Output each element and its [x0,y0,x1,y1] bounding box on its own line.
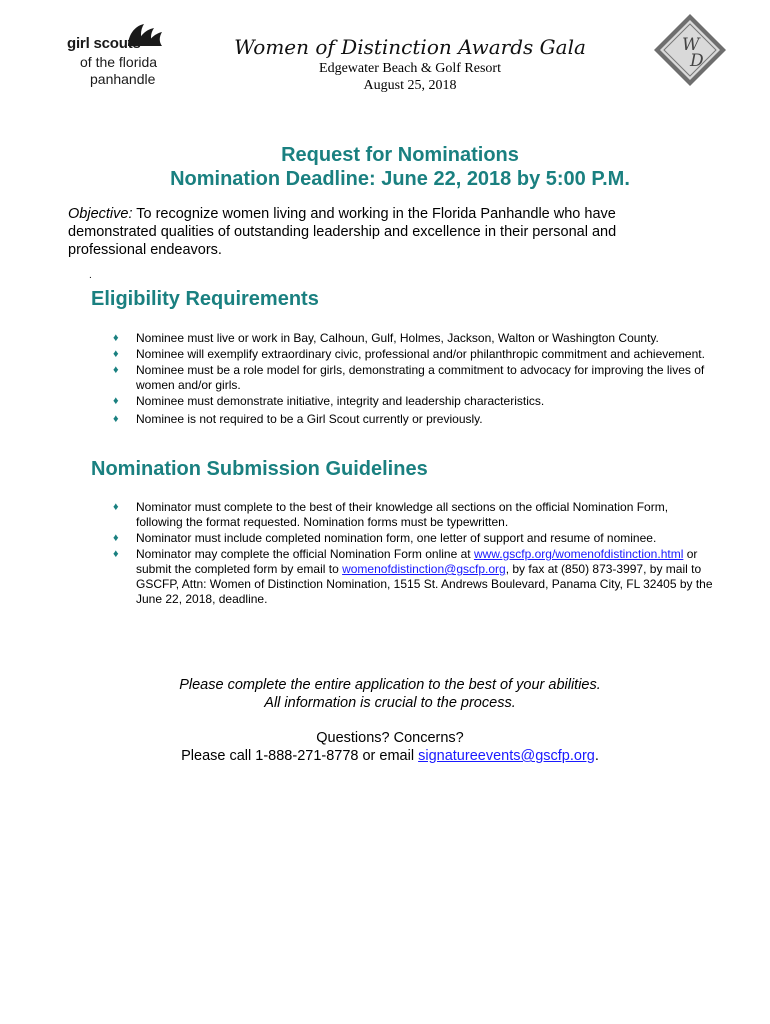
contact-block [60,729,720,765]
diamond-bullet-icon: ♦ [113,413,119,425]
list-item [113,547,713,607]
list-item-text: Nominee is not required to be a Girl Scout currently or previously. [136,412,483,426]
stray-mark: . [89,270,92,281]
gala-title: Women of Distinction Awards Gala [234,35,586,59]
contact-line [60,747,720,765]
list-item-text: , by fax at (850) 873-3997, by mail to GSCFP, Attn: Women of Distinction Nomination, 1515 St. Andrews Boulevard, Panama City, FL 32405 by the June 22, 2018, deadline. [136,562,713,606]
diamond-bullet-icon: ♦ [113,332,119,344]
list-item-text: Nominee must live or work in Bay, Calhoun, Gulf, Holmes, Jackson, Walton or Washington County. [136,331,659,345]
questions-line: Questions? Concerns? [316,730,464,746]
emblem-letter-d: D [690,51,704,71]
logo-line-3: panhandle [90,71,156,87]
logo-line-1: girl scouts [67,35,141,52]
diamond-bullet-icon: ♦ [113,348,119,360]
diamond-bullet-icon: ♦ [113,364,119,376]
nomination-deadline: Nomination Deadline: June 22, 2018 by 5:00 P.M. [170,168,630,190]
women-of-distinction-emblem [652,12,728,88]
list-item-text: Nominee must be a role model for girls, demonstrating a commitment to advocacy for improving the lives of women and/or girls. [136,363,705,392]
list-item-text: Nominator must complete to the best of their knowledge all sections on the official Nomination Form, following the format requested. Nomination forms must be typewritten. [136,500,669,529]
list-item-text: Nominee must demonstrate initiative, integrity and leadership characteristics. [136,394,545,408]
list-item [113,394,713,409]
list-item [113,412,713,427]
request-block [60,143,740,191]
nomination-email-link[interactable]: womenofdistinction@gscfp.org [342,562,506,576]
objective-text: To recognize women living and working in the Florida Panhandle who have demonstrated qualities of outstanding leadership and excellence in their personal and professional endeavors. [68,206,617,258]
list-item-text: Nominator may complete the official Nomination Form online at [136,547,474,561]
guidelines-heading: Nomination Submission Guidelines [91,458,428,480]
gala-venue: Edgewater Beach & Golf Resort [319,61,501,76]
guidelines-list [113,500,713,608]
list-item [113,331,713,346]
contact-period: . [594,748,599,764]
diamond-bullet-icon: ♦ [113,532,119,544]
diamond-bullet-icon: ♦ [113,501,119,513]
objective-label: Objective: [68,206,133,222]
gala-header [200,34,620,94]
nomination-form-link[interactable]: www.gscfp.org/womenofdistinction.html [473,547,684,561]
list-item [113,363,713,393]
closing-line-1: Please complete the entire application to the best of your abilities. [179,677,601,693]
objective-paragraph [68,205,668,259]
list-item-text: Nominator must include completed nomination form, one letter of support and resume of nominee. [136,531,657,545]
diamond-bullet-icon: ♦ [113,548,119,560]
emblem-letter-w: W [682,35,700,55]
list-item-text: Nominee will exemplify extraordinary civic, professional and/or philanthropic commitment and achievement. [136,347,705,361]
list-item [113,531,713,546]
request-title: Request for Nominations [281,144,519,166]
list-item [113,347,713,362]
list-item-text: or submit the completed form by email to [136,547,698,576]
closing-instructions [60,676,720,712]
eligibility-list [113,331,713,428]
contact-email-link[interactable]: signatureevents@gscfp.org [418,748,595,764]
girl-scouts-logo [62,20,167,90]
diamond-bullet-icon: ♦ [113,395,119,407]
closing-line-2: All information is crucial to the process. [264,695,516,711]
eligibility-heading: Eligibility Requirements [91,288,319,310]
logo-line-2: of the florida [80,54,158,70]
gala-date: August 25, 2018 [363,78,457,93]
list-item [113,500,713,530]
contact-text: Please call 1-888-271-8778 or email [181,748,419,764]
